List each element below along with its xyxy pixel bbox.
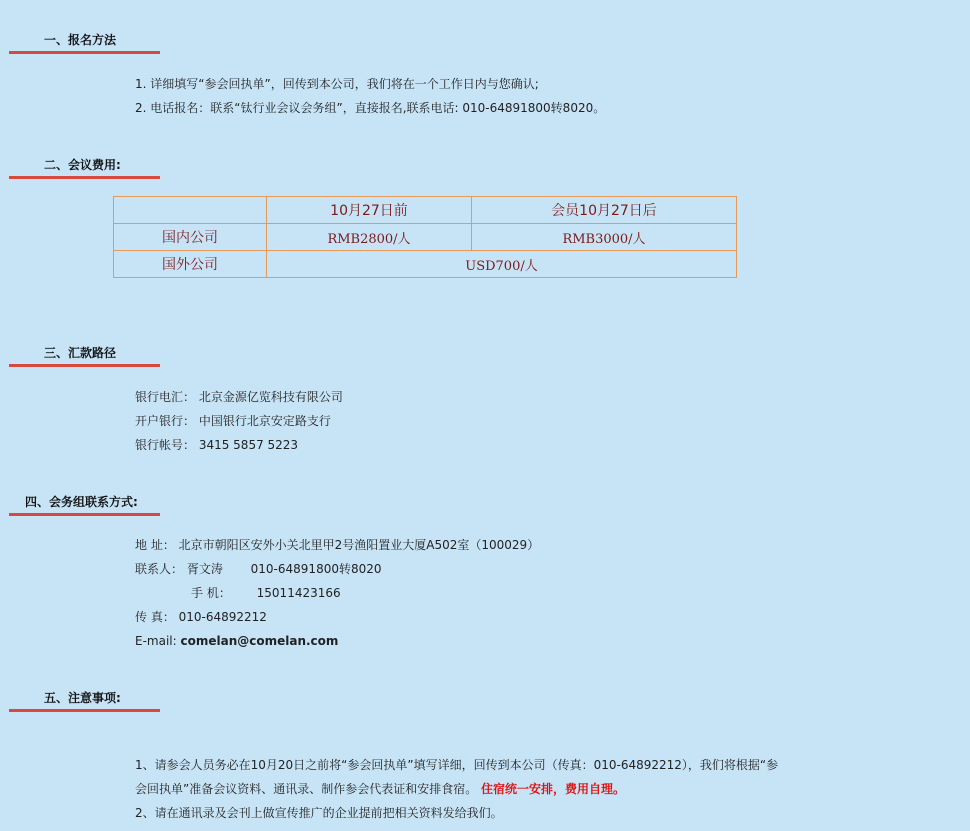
table-header-row (114, 197, 737, 224)
contact-phone: 010-64891800转8020 (250, 562, 382, 576)
contact-person: 联系人： 胥文涛 (135, 562, 223, 576)
note-line-2 (135, 781, 625, 797)
section-title-text: 四、会务组联系方式: (25, 495, 138, 509)
section-title-text: 三、汇款路径 (44, 346, 117, 360)
section-title-text: 二、会议费用: (44, 158, 121, 172)
bank-account-line: 银行帐号： 3415 5857 5223 (135, 438, 299, 452)
section-title-contact (9, 495, 160, 516)
note-line-3: 2、请在通讯录及会刊上做宣传推广的企业提前把相关资料发给我们。 (135, 806, 503, 820)
registration-line-1: 1. 详细填写“参会回执单”，回传到本公司，我们将在一个工作日内与您确认; (135, 77, 539, 91)
mobile-number: 15011423166 (256, 586, 341, 600)
row-label-foreign: 国外公司 (114, 251, 267, 278)
email-label: E-mail: (135, 634, 181, 648)
section-title-text: 一、报名方法 (44, 33, 117, 47)
registration-line-2: 2. 电话报名：联系“钛行业会议会务组”，直接报名,联系电话: 010-64891800转8020。 (135, 101, 606, 115)
mobile-label: 手 机： (191, 586, 231, 600)
price-domestic-before: RMB2800/人 (267, 224, 472, 251)
table-row (114, 251, 737, 278)
note-line-2-text: 会回执单”准备会议资料、通讯录、制作参会代表证和安排食宿。 (135, 782, 482, 796)
row-label-domestic: 国内公司 (114, 224, 267, 251)
bank-name-line: 银行电汇： 北京金源亿览科技有限公司 (135, 390, 343, 404)
section-title-notes (9, 691, 160, 712)
section-title-text: 五、注意事项: (44, 691, 121, 705)
table-header-after: 会员10月27日后 (472, 197, 737, 224)
fax-line: 传 真： 010-64892212 (135, 610, 267, 624)
price-foreign: USD700/人 (267, 251, 737, 278)
contact-person-line (135, 561, 382, 577)
table-row (114, 224, 737, 251)
email-line (135, 633, 338, 649)
section-title-registration (9, 33, 160, 54)
note-line-1: 1、请参会人员务必在10月20日之前将“参会回执单”填写详细，回传到本公司（传真：010-64892212），我们将根据“参 (135, 758, 779, 772)
email-address[interactable]: comelan@comelan.com (180, 634, 339, 648)
mobile-line (191, 585, 341, 601)
table-cell (114, 197, 267, 224)
table-header-before: 10月27日前 (267, 197, 472, 224)
section-title-remittance (9, 346, 160, 367)
section-title-fees (9, 158, 160, 179)
price-domestic-after: RMB3000/人 (472, 224, 737, 251)
contact-address: 地 址： 北京市朝阳区安外小关北里甲2号渔阳置业大厦A502室（100029） (135, 538, 540, 552)
note-accommodation-highlight: 住宿统一安排，费用自理。 (481, 782, 626, 796)
bank-branch-line: 开户银行： 中国银行北京安定路支行 (135, 414, 331, 428)
fee-table (113, 196, 737, 278)
